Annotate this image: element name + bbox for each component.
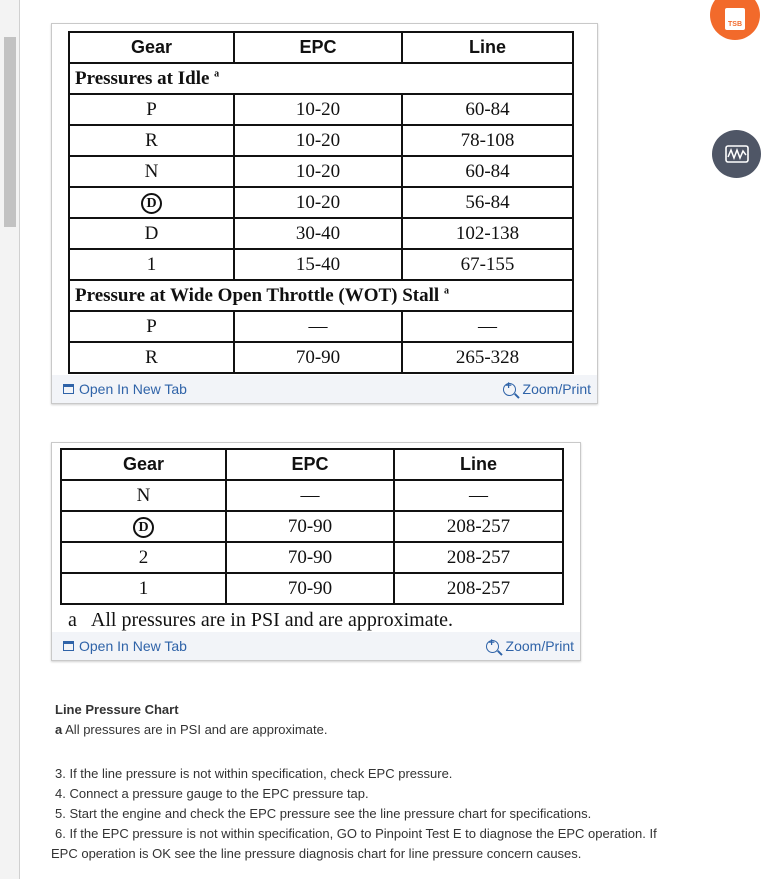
circled-overdrive-gear: D xyxy=(133,517,154,538)
procedure-steps xyxy=(51,764,671,864)
table-row xyxy=(69,125,573,156)
cell-line: 208-257 xyxy=(394,542,563,573)
table-row xyxy=(69,342,573,373)
waveform-icon xyxy=(725,145,749,163)
table-row xyxy=(61,542,563,573)
cell-line: 208-257 xyxy=(394,511,563,542)
table-row xyxy=(69,218,573,249)
open-in-new-tab-label: Open In New Tab xyxy=(79,638,187,654)
caption-note-letter: a xyxy=(55,722,63,737)
cell-epc: 10-20 xyxy=(234,94,402,125)
footnote-letter: a xyxy=(68,609,77,631)
footnote-marker: a xyxy=(443,285,449,297)
cell-line: 67-155 xyxy=(402,249,573,280)
table-row xyxy=(69,187,573,218)
open-in-new-tab-label: Open In New Tab xyxy=(79,381,187,397)
cell-epc: 70-90 xyxy=(226,573,394,604)
tsb-label: TSB xyxy=(728,21,742,28)
table-row xyxy=(69,311,573,342)
cell-gear: 1 xyxy=(69,249,234,280)
zoom-print-label: Zoom/Print xyxy=(505,638,574,654)
table-row xyxy=(69,156,573,187)
table-footnote xyxy=(68,609,453,632)
step-item: 3. If the line pressure is not within specification, check EPC pressure. xyxy=(55,766,453,781)
scrollbar-thumb[interactable] xyxy=(4,37,16,227)
cell-epc: 70-90 xyxy=(226,542,394,573)
cell-gear: P xyxy=(69,94,234,125)
table-header-row xyxy=(61,449,563,480)
new-tab-icon xyxy=(63,641,74,651)
header-line: Line xyxy=(394,449,563,480)
zoom-print-link[interactable] xyxy=(503,381,591,397)
zoom-print-link[interactable] xyxy=(486,638,574,654)
section-title-idle: Pressures at Idle xyxy=(75,67,210,89)
table-row xyxy=(61,480,563,511)
section-title-wot: Pressure at Wide Open Throttle (WOT) Stall xyxy=(75,284,440,306)
table-header-row xyxy=(69,32,573,63)
cell-gear: R xyxy=(69,342,234,373)
cell-line: 78-108 xyxy=(402,125,573,156)
cell-gear: 2 xyxy=(61,542,226,573)
table-row xyxy=(69,249,573,280)
cell-line: — xyxy=(402,311,573,342)
tsb-button[interactable] xyxy=(710,0,760,40)
table-row xyxy=(69,94,573,125)
cell-gear: 1 xyxy=(61,573,226,604)
cell-epc: — xyxy=(234,311,402,342)
cell-line: 60-84 xyxy=(402,94,573,125)
header-gear: Gear xyxy=(61,449,226,480)
caption-note-text: All pressures are in PSI and are approximate. xyxy=(62,722,328,737)
footnote-text: All pressures are in PSI and are approximate. xyxy=(90,609,453,631)
figure-toolbar xyxy=(52,632,580,660)
zoom-in-icon xyxy=(486,640,499,653)
step-item: 6. If the EPC pressure is not within specification, GO to Pinpoint Test E to diagnose the EPC operation. If EPC operation is OK see the line pressure diagnosis chart for line pressure concern causes. xyxy=(51,826,657,861)
header-gear: Gear xyxy=(69,32,234,63)
header-epc: EPC xyxy=(226,449,394,480)
cell-epc: 70-90 xyxy=(234,342,402,373)
tsb-document-icon xyxy=(725,8,745,30)
cell-gear: R xyxy=(69,125,234,156)
pressure-table-2 xyxy=(60,448,564,605)
cell-line: 265-328 xyxy=(402,342,573,373)
open-in-new-tab-link[interactable] xyxy=(63,381,187,397)
cell-line: — xyxy=(394,480,563,511)
cell-line: 208-257 xyxy=(394,573,563,604)
cell-epc: 10-20 xyxy=(234,187,402,218)
cell-epc: — xyxy=(226,480,394,511)
table-row xyxy=(61,573,563,604)
open-in-new-tab-link[interactable] xyxy=(63,638,187,654)
left-scrollbar[interactable] xyxy=(0,0,20,879)
header-line: Line xyxy=(402,32,573,63)
figure-idle-wot xyxy=(51,23,598,404)
footnote-marker: a xyxy=(214,68,220,80)
cell-gear: N xyxy=(69,156,234,187)
new-tab-icon xyxy=(63,384,74,394)
cell-epc: 70-90 xyxy=(226,511,394,542)
section-row-idle xyxy=(69,63,573,94)
header-epc: EPC xyxy=(234,32,402,63)
circled-overdrive-gear: D xyxy=(141,193,162,214)
figure-stall-continued xyxy=(51,442,581,661)
cell-line: 102-138 xyxy=(402,218,573,249)
pressure-table-1 xyxy=(68,31,574,374)
zoom-print-label: Zoom/Print xyxy=(522,381,591,397)
cell-epc: 10-20 xyxy=(234,125,402,156)
figure-caption xyxy=(55,702,695,737)
cell-line: 60-84 xyxy=(402,156,573,187)
cell-epc: 10-20 xyxy=(234,156,402,187)
table-row xyxy=(61,511,563,542)
cell-gear: N xyxy=(61,480,226,511)
cell-gear: P xyxy=(69,311,234,342)
cell-gear: D xyxy=(69,218,234,249)
step-item: 5. Start the engine and check the EPC pressure see the line pressure chart for specifications. xyxy=(55,806,592,821)
cell-epc: 15-40 xyxy=(234,249,402,280)
figure-toolbar xyxy=(52,375,597,403)
caption-title: Line Pressure Chart xyxy=(55,702,179,717)
cell-epc: 30-40 xyxy=(234,218,402,249)
step-item: 4. Connect a pressure gauge to the EPC pressure tap. xyxy=(55,786,369,801)
caption-note xyxy=(55,722,695,737)
zoom-in-icon xyxy=(503,383,516,396)
section-row-wot xyxy=(69,280,573,311)
waveform-button[interactable] xyxy=(712,130,761,178)
cell-line: 56-84 xyxy=(402,187,573,218)
